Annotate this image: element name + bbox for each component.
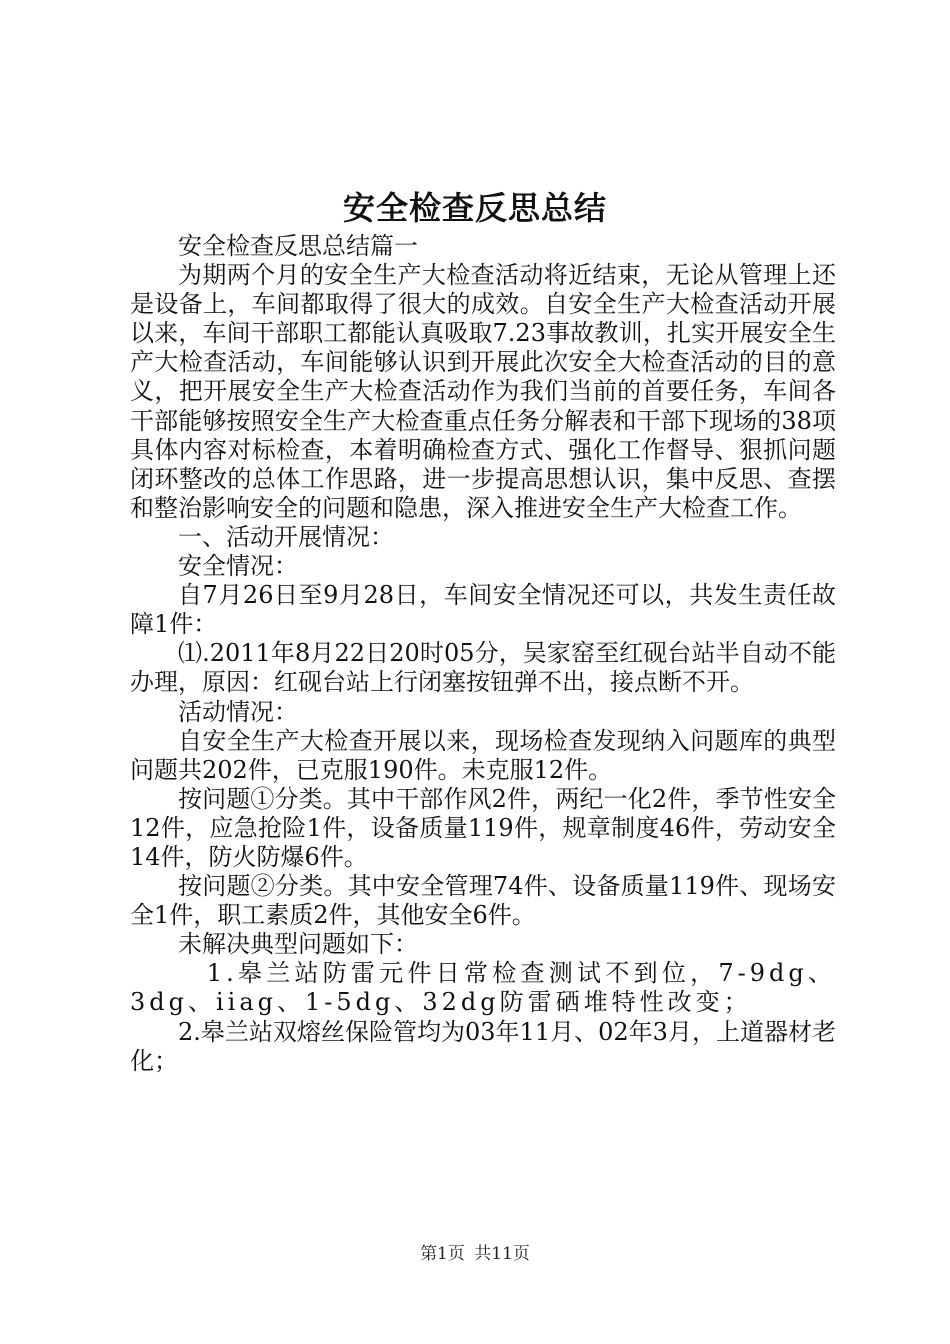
paragraph: 按问题①分类。其中干部作风2件，两纪一化2件，季节性安全12件，应急抢险1件，设备质量119件，规章制度46件，劳动安全14件，防火防爆6件。	[130, 784, 836, 871]
subheading: 活动情况：	[178, 697, 298, 726]
paragraph: 自安全生产大检查开展以来，现场检查发现纳入问题库的典型问题共202件，已克服190件。未克服12件。	[130, 726, 836, 784]
page-title: 安全检查反思总结	[342, 189, 607, 227]
section-heading: 安全检查反思总结篇一	[178, 232, 418, 260]
section-heading: 一、活动开展情况：	[178, 522, 394, 551]
list-item: 1.皋兰站防雷元件日常检查测试不到位，7-9dg、3dg、iiag、1-5dg、32dg防雷硒堆特性改变；	[130, 959, 836, 1017]
page-footer	[0, 1242, 950, 1266]
page-total: 共11页	[474, 1244, 530, 1264]
subheading: 未解决典型问题如下：	[178, 930, 418, 959]
document-body	[130, 232, 836, 1076]
subheading: 安全情况：	[178, 552, 298, 581]
paragraph: 为期两个月的安全生产大检查活动将近结束，无论从管理上还是设备上，车间都取得了很大的成效。自安全生产大检查活动开展以来，车间干部职工都能认真吸取7.23事故教训，扎实开展安全生产大检查活动，车间能够认识到开展此次安全大检查活动的目的意义，把开展安全生产大检查活动作为我们当前的首要任务，车间各干部能够按照安全生产大检查重点任务分解表和干部下现场的38项具体内容对标检查，本着明确检查方式、强化工作督导、狠抓问题闭环整改的总体工作思路，进一步提高思想认识，集中反思、查摆和整治影响安全的问题和隐患，深入推进安全生产大检查工作。	[130, 261, 836, 522]
list-item: 2.皋兰站双熔丝保险管均为03年11月、02年3月，上道器材老化；	[130, 1017, 836, 1075]
paragraph: 自7月26日至9月28日，车间安全情况还可以，共发生责任故障1件：	[130, 581, 836, 639]
page-number: 第1页	[420, 1244, 465, 1264]
paragraph: ⑴.2011年8月22日20时05分，吴家窑至红砚台站半自动不能办理，原因：红砚台站上行闭塞按钮弹不出，接点断不开。	[130, 639, 836, 697]
paragraph: 按问题②分类。其中安全管理74件、设备质量119件、现场安全1件，职工素质2件，其他安全6件。	[130, 872, 836, 930]
